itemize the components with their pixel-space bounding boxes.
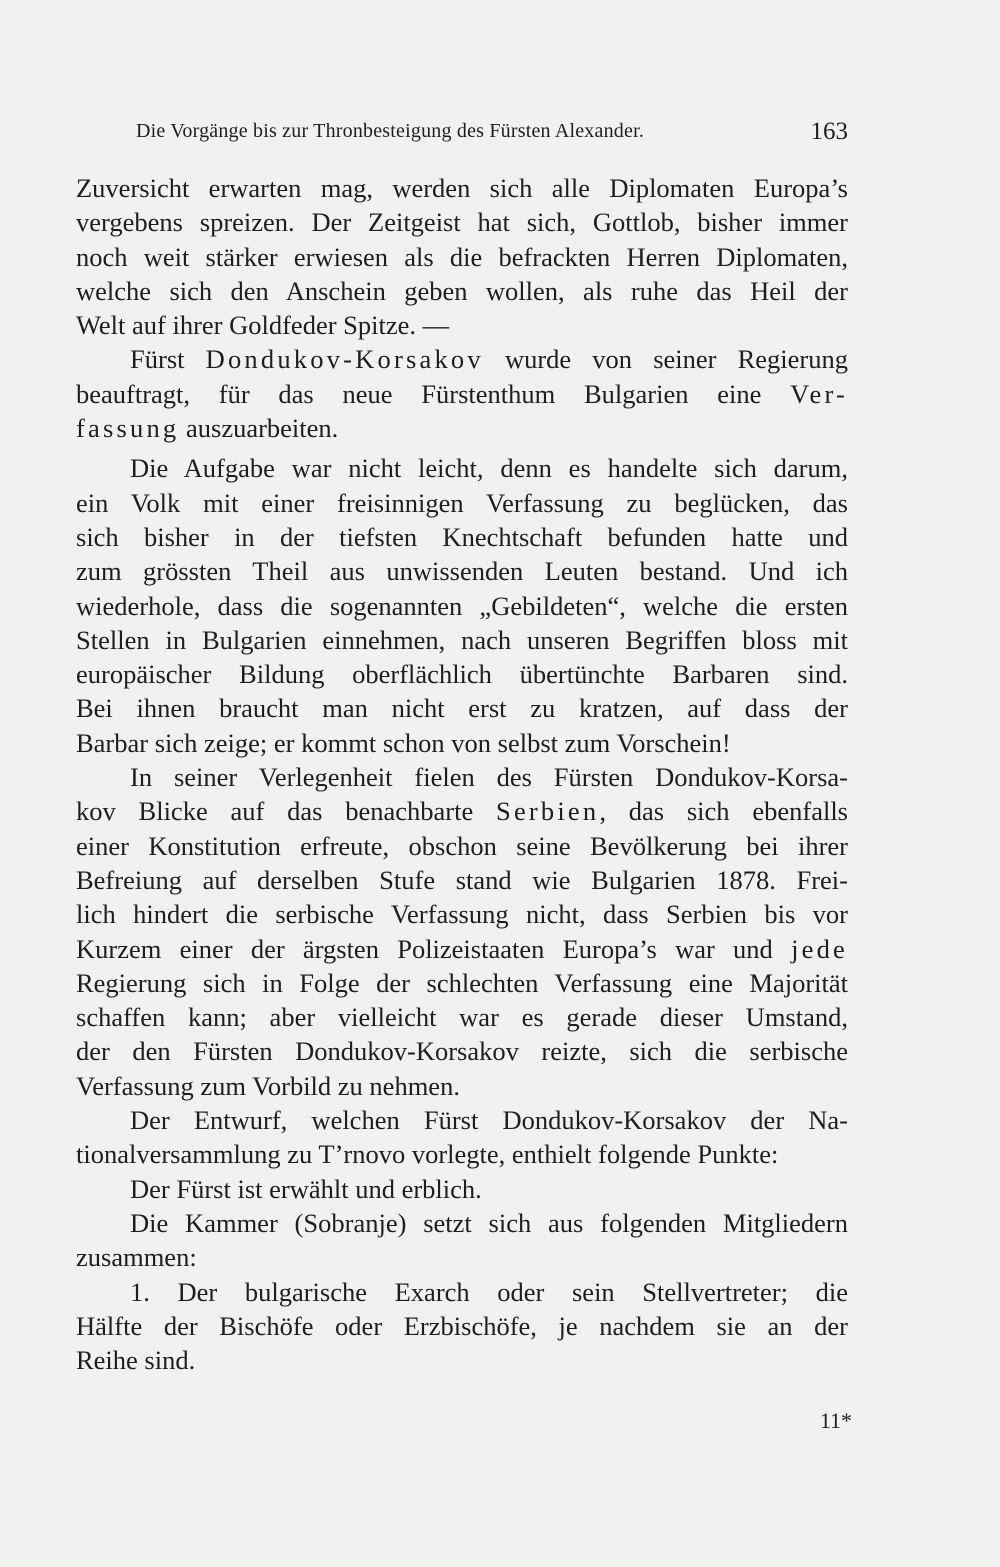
text-line: lich hindert die serbische Verfassung nicht, dass Serbien bis vor	[76, 899, 848, 930]
text-line: ein Volk mit einer freisinnigen Verfassung zu beglücken, das	[76, 487, 848, 518]
text-line: zum grössten Theil aus unwissenden Leuten bestand. Und ich	[76, 556, 848, 587]
text-line: Bei ihnen braucht man nicht erst zu kratzen, auf dass der	[76, 693, 848, 724]
text-line: wiederhole, dass die sogenannten „Gebildeten“, welche die ersten	[76, 590, 848, 621]
text-line: 1. Der bulgarische Exarch oder sein Stellvertreter; die	[130, 1276, 848, 1307]
text-run: , das sich ebenfalls	[599, 796, 848, 827]
page-number: 163	[810, 118, 848, 145]
spaced-name: Dondukov-Korsakov	[205, 344, 484, 375]
spaced-word: Ver-	[790, 378, 848, 409]
running-head	[136, 118, 848, 154]
text-line: der den Fürsten Dondukov-Korsakov reizte, sich die serbische	[76, 1036, 848, 1067]
text-line	[76, 342, 848, 376]
text-line: vergebens spreizen. Der Zeitgeist hat sich, Gottlob, bisher immer	[76, 207, 848, 238]
text-line: Verfassung zum Vorbild zu nehmen.	[76, 1070, 460, 1101]
text-line: einer Konstitution erfreute, obschon seine Bevölkerung bei ihrer	[76, 830, 848, 861]
running-title: Die Vorgänge bis zur Thronbesteigung des Fürsten Alexander.	[136, 120, 645, 142]
text-line	[76, 794, 848, 828]
text-run: Kurzem einer der ärgsten Polizeistaaten Europa’s war und	[76, 933, 792, 964]
text-line: Hälfte der Bischöfe oder Erzbischöfe, je nachdem sie an der	[76, 1310, 848, 1341]
text-line: Befreiung auf derselben Stufe stand wie Bulgarien 1878. Frei-	[76, 864, 848, 895]
text-line	[76, 377, 848, 411]
text-line: europäischer Bildung oberflächlich übertünchte Barbaren sind.	[76, 659, 848, 690]
text-run: beauftragt, für das neue Fürstenthum Bulgarien eine	[76, 378, 791, 409]
text-line: Der Fürst ist erwählt und erblich.	[130, 1173, 482, 1204]
text-line: welche sich den Anschein geben wollen, als ruhe das Heil der	[76, 275, 848, 306]
text-line: sich bisher in der tiefsten Knechtschaft befunden hatte und	[76, 521, 848, 552]
text-line: schaffen kann; aber vielleicht war es gerade dieser Umstand,	[76, 1002, 848, 1033]
text-line: Regierung sich in Folge der schlechten Verfassung eine Majorität	[76, 967, 848, 998]
text-run: Fürst	[130, 344, 206, 375]
text-line: Reihe sind.	[76, 1345, 196, 1376]
text-run: auszuarbeiten.	[179, 413, 339, 444]
text-line	[76, 411, 848, 445]
text-line: Zuversicht erwarten mag, werden sich alle Diplomaten Europa’s	[76, 173, 848, 203]
spaced-word: Serbien	[496, 796, 600, 827]
text-run: wurde von seiner Regierung	[483, 344, 848, 375]
text-line: Welt auf ihrer Goldfeder Spitze. —	[76, 310, 450, 341]
text-run: kov Blicke auf das benachbarte	[76, 796, 496, 827]
text-line: Die Aufgabe war nicht leicht, denn es handelte sich darum,	[130, 453, 848, 484]
text-line: noch weit stärker erwiesen als die befrackten Herren Diplomaten,	[76, 241, 848, 272]
text-line: tionalversammlung zu T’rnovo vorlegte, enthielt folgende Punkte:	[76, 1139, 779, 1170]
text-line: Die Kammer (Sobranje) setzt sich aus folgenden Mitgliedern	[130, 1207, 848, 1238]
text-line: zusammen:	[76, 1242, 197, 1273]
text-line: Barbar sich zeige; er kommt schon von selbst zum Vorschein!	[76, 727, 731, 758]
spaced-word: jede	[791, 933, 848, 964]
signature-mark: 11*	[819, 1408, 852, 1433]
text-line: Der Entwurf, welchen Fürst Dondukov-Korsakov der Na-	[130, 1105, 848, 1136]
spaced-word: fassung	[76, 413, 180, 444]
text-line: In seiner Verlegenheit fielen des Fürsten Dondukov-Korsa-	[130, 762, 848, 793]
text-line: Stellen in Bulgarien einnehmen, nach unseren Begriffen bloss mit	[76, 624, 848, 655]
body-text	[76, 171, 848, 1377]
text-line	[76, 932, 848, 966]
